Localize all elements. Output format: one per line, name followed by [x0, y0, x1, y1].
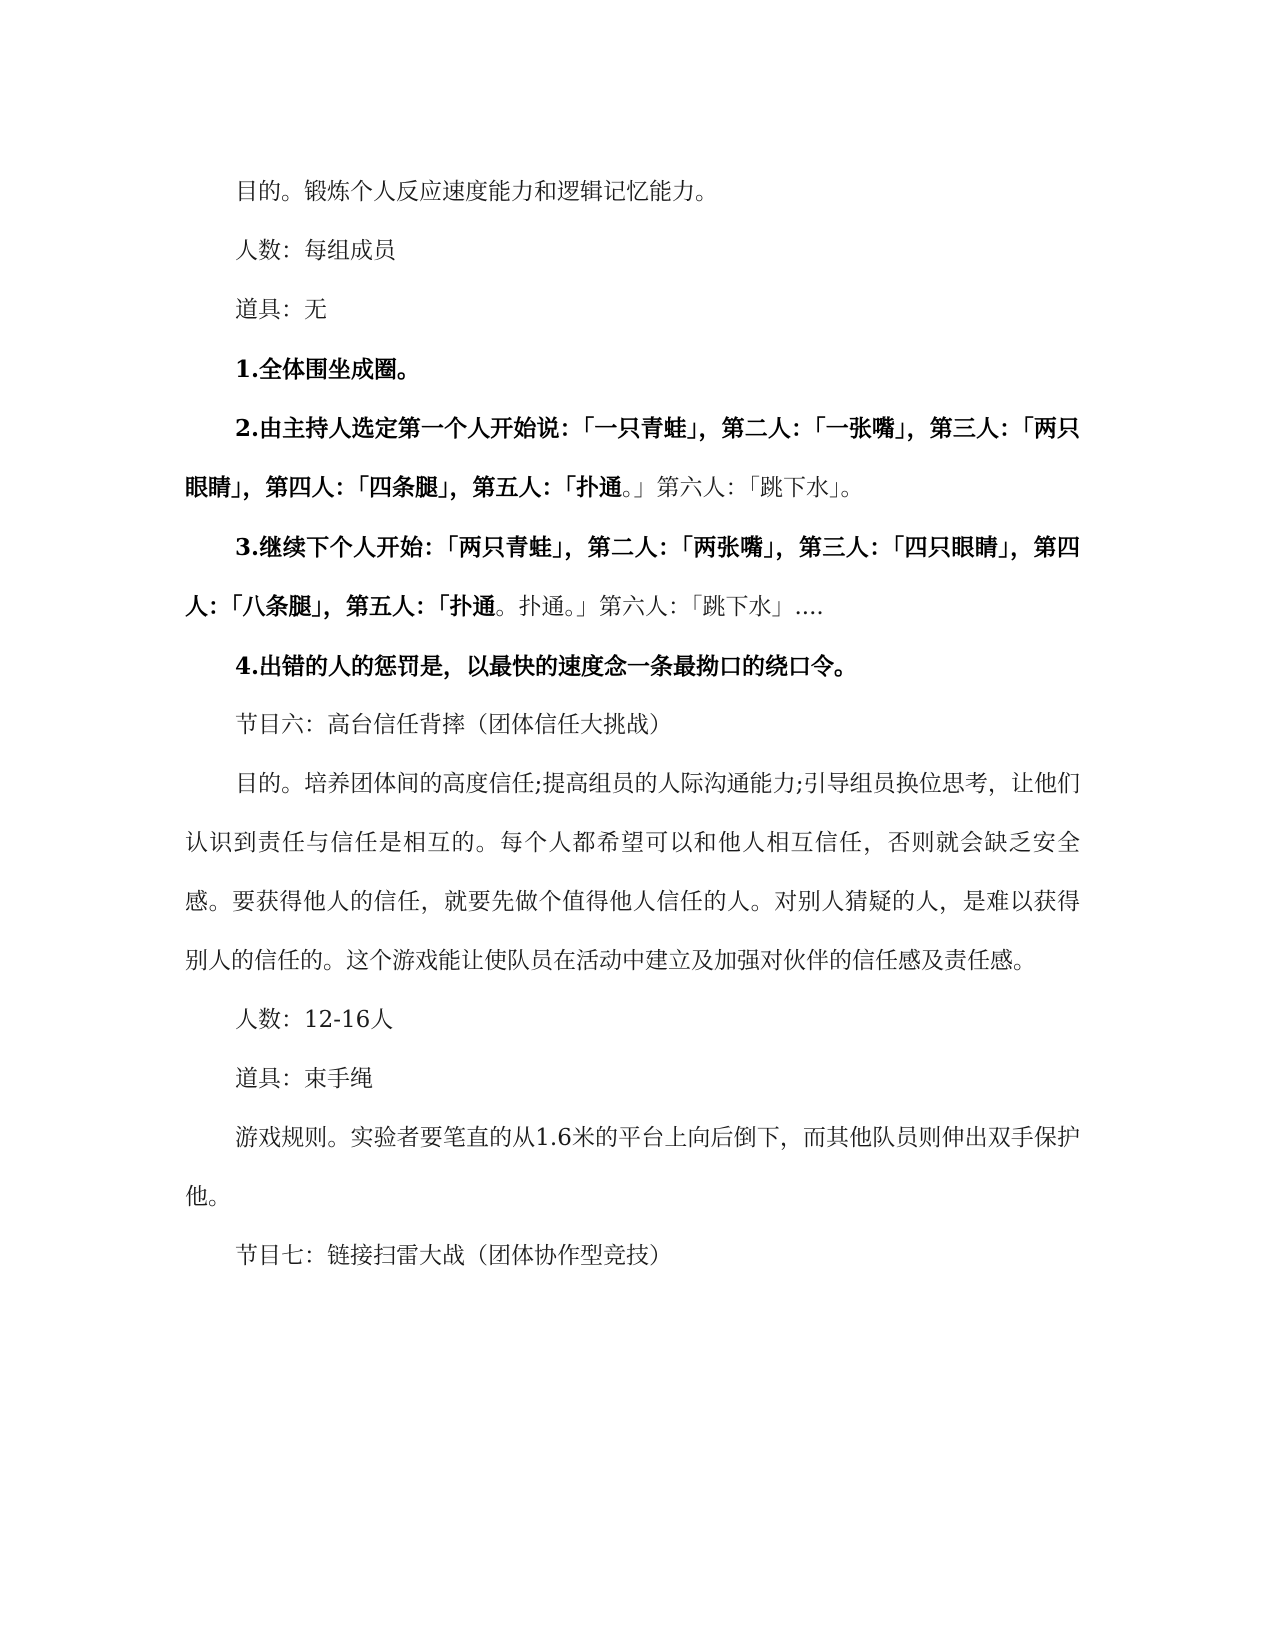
step-3-paragraph [185, 518, 1080, 637]
purpose-paragraph: 目的。锻炼个人反应速度能力和逻辑记忆能力。 [235, 179, 718, 205]
program-six-heading: 节目六：高台信任背摔（团体信任大挑战） [235, 712, 672, 738]
step-1-paragraph: 1.全体围坐成圈。 [235, 356, 421, 383]
participants-paragraph: 人数：每组成员 [235, 238, 396, 264]
step-3-normal-text: 。扑通。」第六人：「跳下水」.... [495, 594, 824, 620]
step-2-bold-text: 2.由主持人选定第一个人开始说：「一只青蛙」，第二人：「一张嘴」，第三人：「两只眼睛」，第四人：「四条腿」，第五人：「扑通 [185, 415, 1080, 501]
step-4-paragraph: 4.出错的人的惩罚是，以最快的速度念一条最拗口的绕口令。 [235, 653, 858, 680]
step-2-normal-text: 。」第六人：「跳下水」。 [622, 475, 864, 501]
document-body [185, 163, 1080, 1286]
program-six-rules-paragraph: 游戏规则。实验者要笔直的从1.6米的平台上向后倒下，而其他队员则伸出双手保护他。 [185, 1125, 1080, 1210]
step-2-paragraph [185, 399, 1080, 518]
program-seven-heading: 节目七：链接扫雷大战（团体协作型竞技） [235, 1243, 672, 1269]
program-six-props-paragraph: 道具：束手绳 [235, 1066, 373, 1092]
program-six-purpose-paragraph: 目的。培养团体间的高度信任;提高组员的人际沟通能力;引导组员换位思考，让他们认识到责任与信任是相互的。每个人都希望可以和他人相互信任，否则就会缺乏安全感。要获得他人的信任，就要先做个值得他人信任的人。对别人猜疑的人，是难以获得别人的信任的。这个游戏能让使队员在活动中建立及加强对伙伴的信任感及责任感。 [185, 771, 1080, 974]
props-paragraph: 道具：无 [235, 297, 327, 323]
step-3-bold-text: 3.继续下个人开始：「两只青蛙」，第二人：「两张嘴」，第三人：「四只眼睛」，第四人：「八条腿」，第五人：「扑通 [185, 534, 1080, 620]
program-six-participants-paragraph: 人数：12-16人 [235, 1007, 394, 1033]
